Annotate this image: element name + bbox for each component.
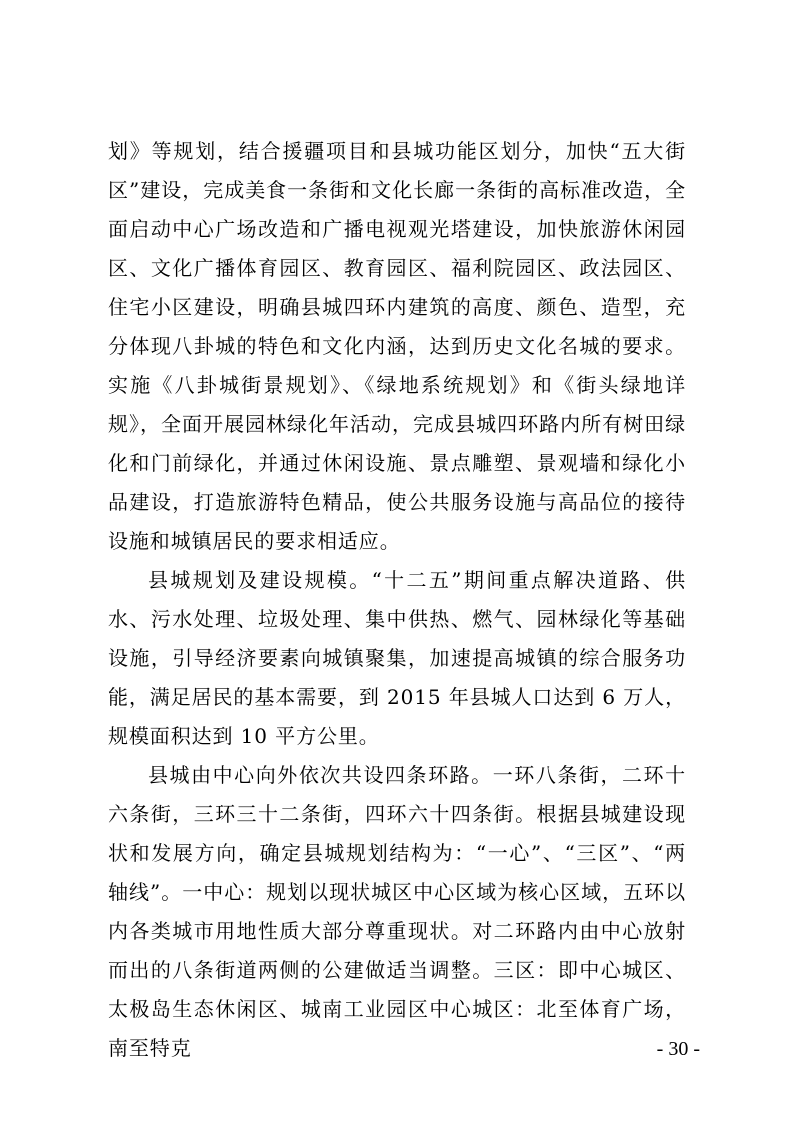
paragraph-3: 县城由中心向外依次共设四条环路。一环八条街，二环十六条街，三环三十二条街，四环六十四条街。根据县城建设现状和发展方向，确定县城规划结构为：“一心”、“三区”、“两轴线”。一中心：规划以现状城区中心区域为核心区域，五环以内各类城市用地性质大部分尊重现状。对二环路内由中心放射而出的八条街道两侧的公建做适当调整。三区：即中心城区、太极岛生态休闲区、城南工业园区中心城区：北至体育广场，南至特克 <box>108 763 686 1060</box>
paragraph-2: 县城规划及建设规模。“十二五”期间重点解决道路、供水、污水处理、垃圾处理、集中供热、燃气、园林绿化等基础设施，引导经济要素向城镇聚集，加速提高城镇的综合服务功能，满足居民的基本需要，到 2015 年县城人口达到 6 万人，规模面积达到 10 平方公里。 <box>108 568 686 748</box>
body-text <box>108 132 686 1068</box>
page-number: - 30 - <box>656 1038 700 1060</box>
paragraph-1: 划》等规划，结合援疆项目和县城功能区划分，加快“五大街区”建设，完成美食一条街和文化长廊一条街的高标准改造，全面启动中心广场改造和广播电视观光塔建设，加快旅游休闲园区、文化广播体育园区、教育园区、福利院园区、政法园区、住宅小区建设，明确县城四环内建筑的高度、颜色、造型，充分体现八卦城的特色和文化内涵，达到历史文化名城的要求。实施《八卦城街景规划》、《绿地系统规划》和《街头绿地详规》，全面开展园林绿化年活动，完成县城四环路内所有树田绿化和门前绿化，并通过休闲设施、景点雕塑、景观墙和绿化小品建设，打造旅游特色精品，使公共服务设施与高品位的接待设施和城镇居民的要求相适应。 <box>108 139 686 553</box>
